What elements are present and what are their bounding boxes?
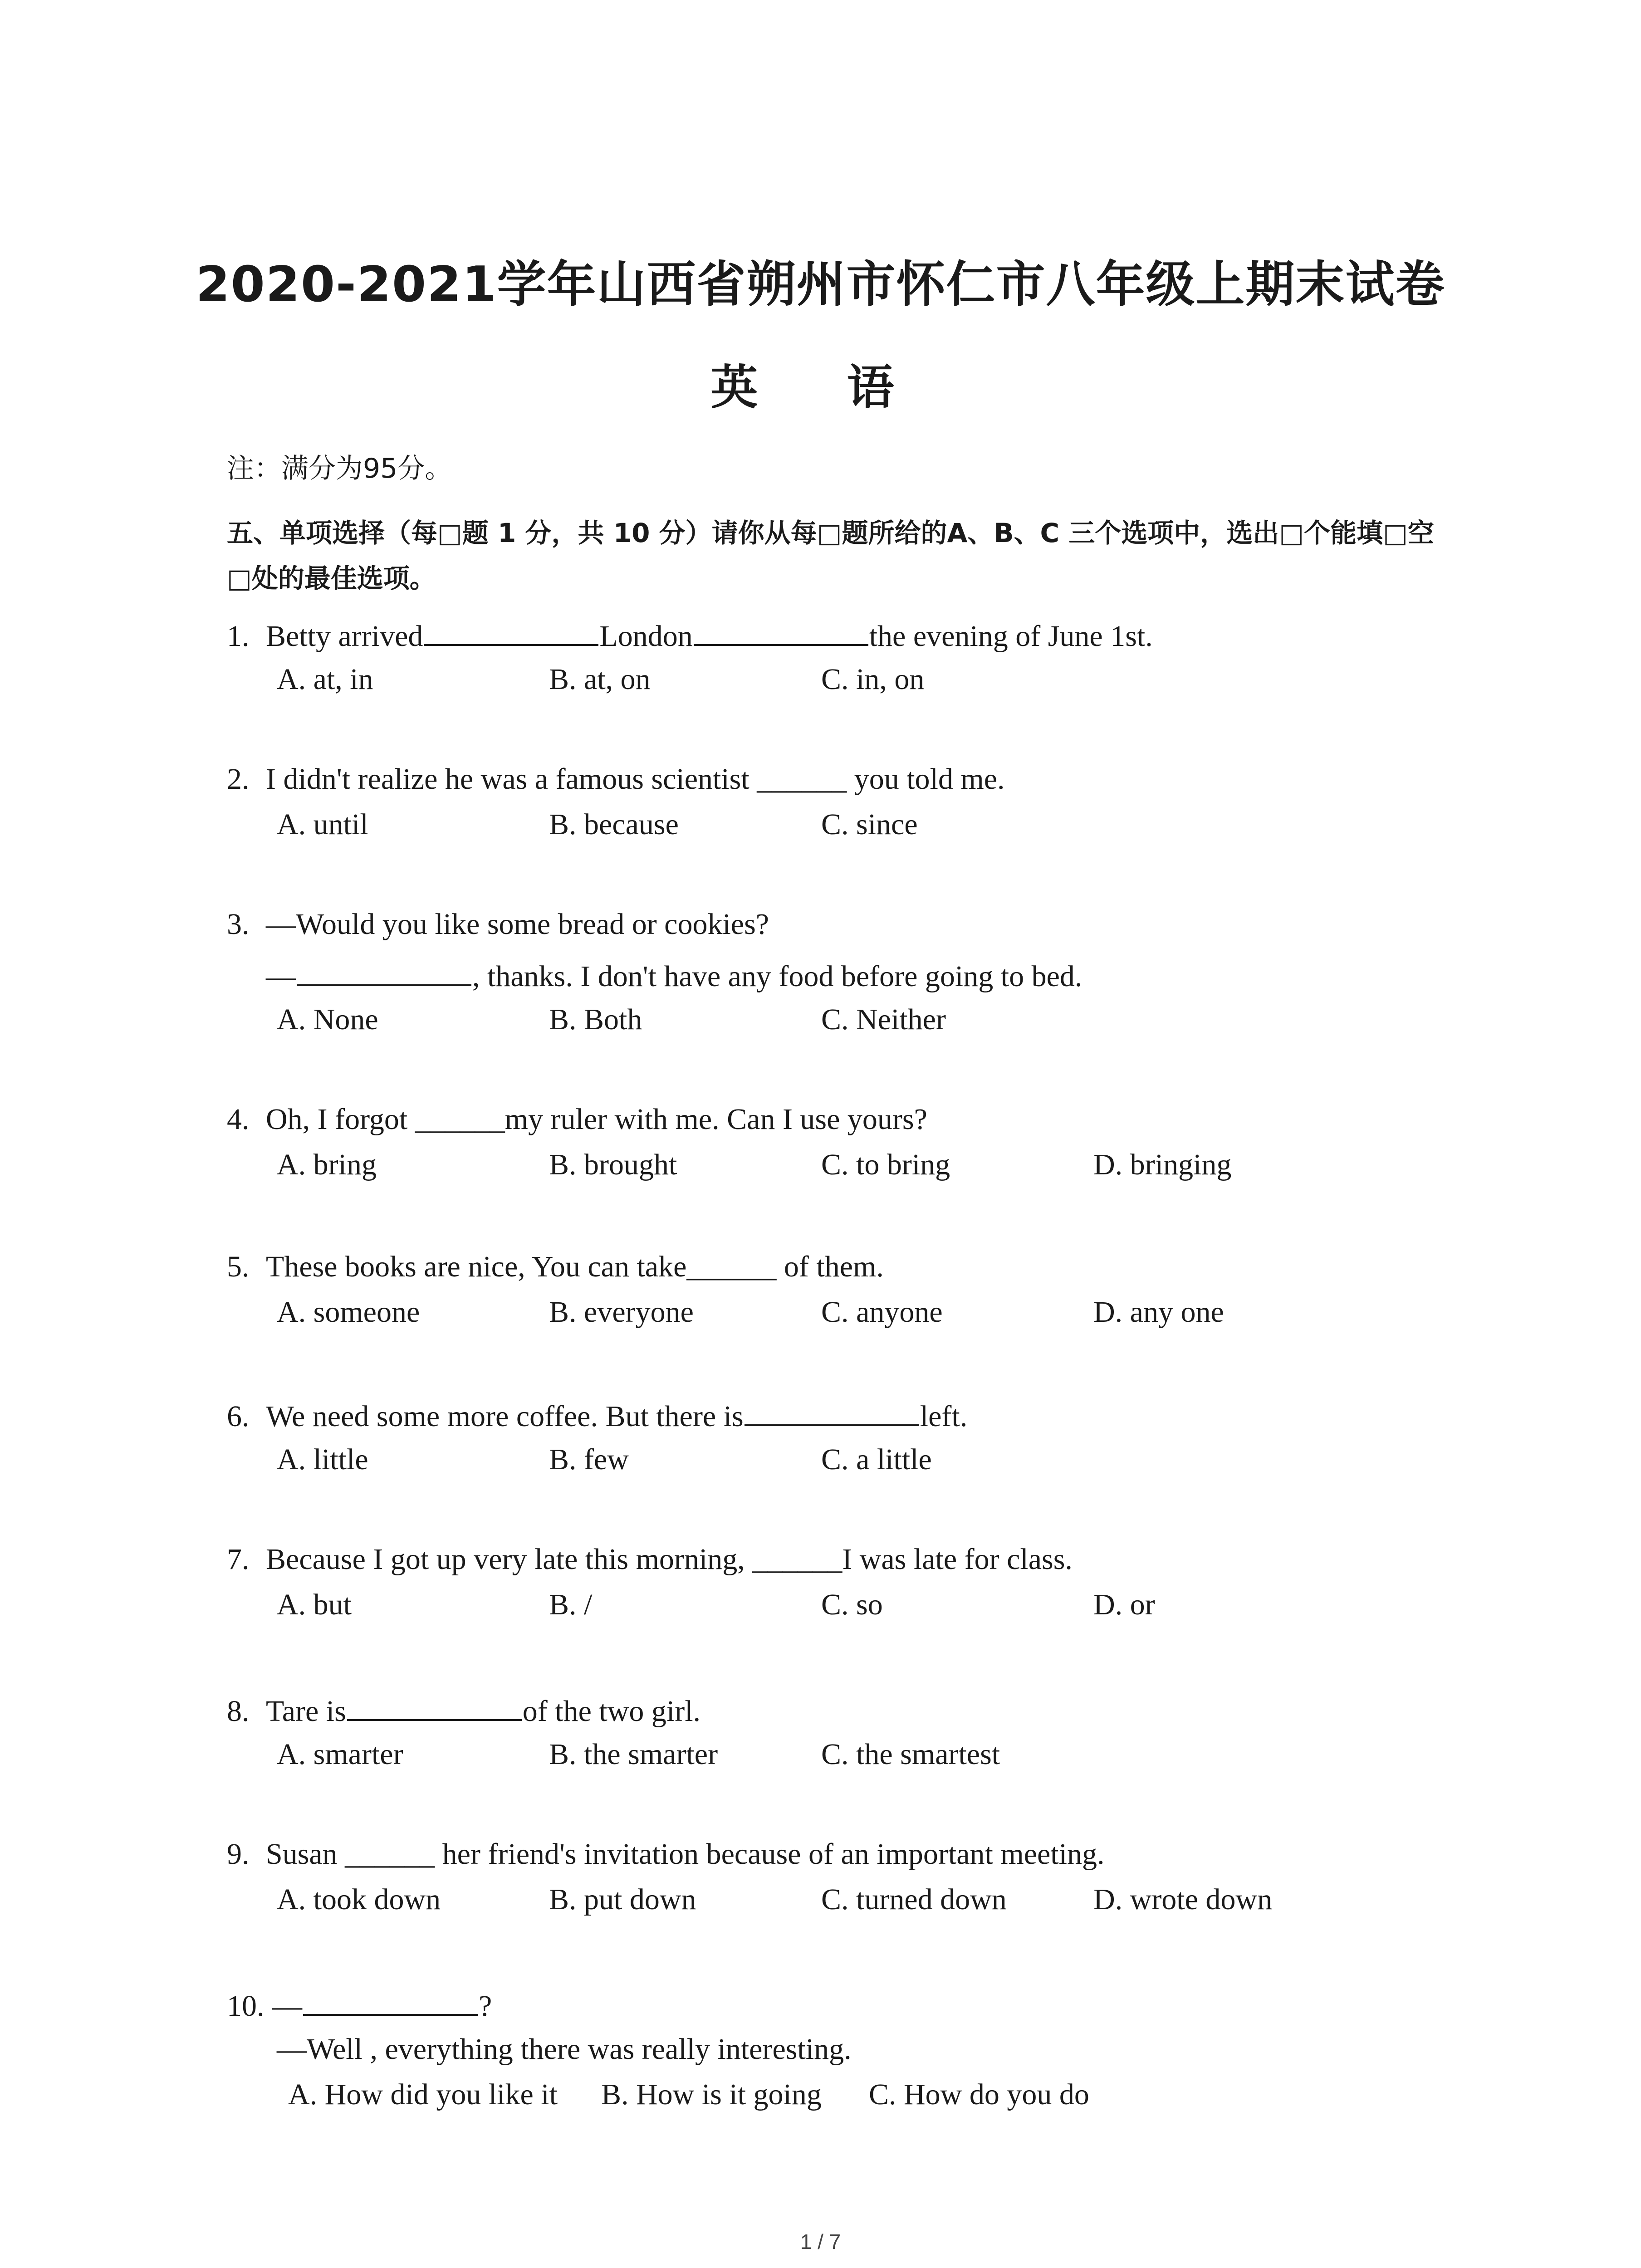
question-10-reply — [277, 2032, 852, 2067]
option-d: D. bringing — [1093, 1148, 1232, 1181]
question-number: 7. — [227, 1543, 250, 1576]
option-a: A. little — [277, 1443, 368, 1476]
question-number: 8. — [227, 1695, 250, 1728]
dash: — — [272, 1989, 302, 2023]
option-a: A. took down — [277, 1883, 441, 1916]
option-c: C. since — [821, 808, 918, 841]
answer-blank — [347, 1692, 522, 1721]
question-3 — [227, 907, 769, 942]
question-text: left. — [920, 1400, 968, 1433]
section-heading: 五、单项选择（每□题 1 分，共 10 分）请你从每□题所给的A、B、C 三个选项中，选出□个能填□空□处的最佳选项。 — [227, 518, 1434, 594]
option-d: D. any one — [1093, 1295, 1224, 1329]
question-text: London — [599, 620, 693, 653]
question-number: 3. — [227, 908, 250, 941]
question-3-reply — [266, 957, 1082, 994]
question-number: 4. — [227, 1103, 250, 1136]
option-c: C. the smartest — [821, 1738, 1000, 1771]
answer-blank — [303, 1987, 478, 2016]
question-text: of the two girl. — [522, 1695, 701, 1728]
option-a: A. until — [277, 808, 368, 841]
option-c: C. in, on — [821, 663, 925, 696]
dash: — — [266, 960, 296, 993]
question-number: 9. — [227, 1838, 250, 1871]
question-text: Because I got up very late this morning, ______I was late for class. — [266, 1543, 1073, 1576]
option-b: B. brought — [549, 1148, 677, 1181]
question-2 — [227, 762, 1005, 797]
option-b: B. put down — [549, 1883, 696, 1916]
option-c: C. turned down — [821, 1883, 1007, 1916]
option-b: B. because — [549, 808, 679, 841]
question-7 — [227, 1542, 1073, 1577]
question-6 — [227, 1397, 967, 1434]
question-text: I didn't realize he was a famous scientist ______ you told me. — [266, 763, 1005, 796]
subject-title: 英 语 — [710, 360, 931, 415]
question-8 — [227, 1692, 700, 1729]
option-b: B. / — [549, 1588, 593, 1621]
question-text: Betty arrived — [266, 620, 423, 653]
option-c: C. to bring — [821, 1148, 950, 1181]
question-text: Oh, I forgot ______my ruler with me. Can I use yours? — [266, 1103, 927, 1136]
question-4 — [227, 1102, 927, 1137]
question-1 — [227, 617, 1153, 654]
question-text: We need some more coffee. But there is — [266, 1400, 744, 1433]
question-9 — [227, 1837, 1104, 1872]
question-text: Tare is — [266, 1695, 346, 1728]
question-text: —Would you like some bread or cookies? — [266, 908, 769, 941]
question-number: 10. — [227, 1989, 265, 2023]
option-b: B. Both — [549, 1003, 642, 1036]
option-d: D. wrote down — [1093, 1883, 1273, 1916]
answer-blank — [745, 1397, 919, 1426]
option-c: C. Neither — [821, 1003, 946, 1036]
option-a: A. at, in — [277, 663, 373, 696]
page-number: 1 / 7 — [800, 2230, 841, 2253]
question-text: the evening of June 1st. — [869, 620, 1153, 653]
question-number: 6. — [227, 1400, 250, 1433]
exam-title: 2020-2021学年山西省朔州市怀仁市八年级上期末试卷 — [196, 256, 1445, 313]
score-note: 注：满分为95分。 — [227, 453, 452, 484]
question-5 — [227, 1250, 884, 1284]
question-text: Susan ______ her friend's invitation because of an important meeting. — [266, 1838, 1105, 1871]
option-a: A. smarter — [277, 1738, 403, 1771]
option-b: B. the smarter — [549, 1738, 718, 1771]
option-c: C. How do you do — [869, 2078, 1089, 2111]
option-c: C. anyone — [821, 1295, 943, 1329]
answer-blank — [297, 957, 471, 986]
option-a: A. None — [277, 1003, 378, 1036]
option-c: C. a little — [821, 1443, 932, 1476]
option-a: A. How did you like it — [288, 2078, 558, 2111]
question-10 — [227, 1987, 492, 2024]
option-b: B. everyone — [549, 1295, 694, 1329]
option-b: B. few — [549, 1443, 629, 1476]
question-number: 2. — [227, 763, 250, 796]
option-a: A. bring — [277, 1148, 377, 1181]
question-number: 1. — [227, 620, 250, 653]
question-text: —Well , everything there was really interesting. — [277, 2033, 852, 2066]
question-text: These books are nice, You can take______ of them. — [266, 1250, 884, 1283]
option-a: A. but — [277, 1588, 352, 1621]
question-number: 5. — [227, 1250, 250, 1283]
option-b: B. How is it going — [601, 2078, 822, 2111]
answer-blank — [694, 617, 868, 646]
option-b: B. at, on — [549, 663, 651, 696]
answer-blank — [424, 617, 598, 646]
option-c: C. so — [821, 1588, 883, 1621]
question-text: ? — [479, 1989, 492, 2023]
option-a: A. someone — [277, 1295, 420, 1329]
option-d: D. or — [1093, 1588, 1155, 1621]
question-text: , thanks. I don't have any food before going to bed. — [472, 960, 1083, 993]
